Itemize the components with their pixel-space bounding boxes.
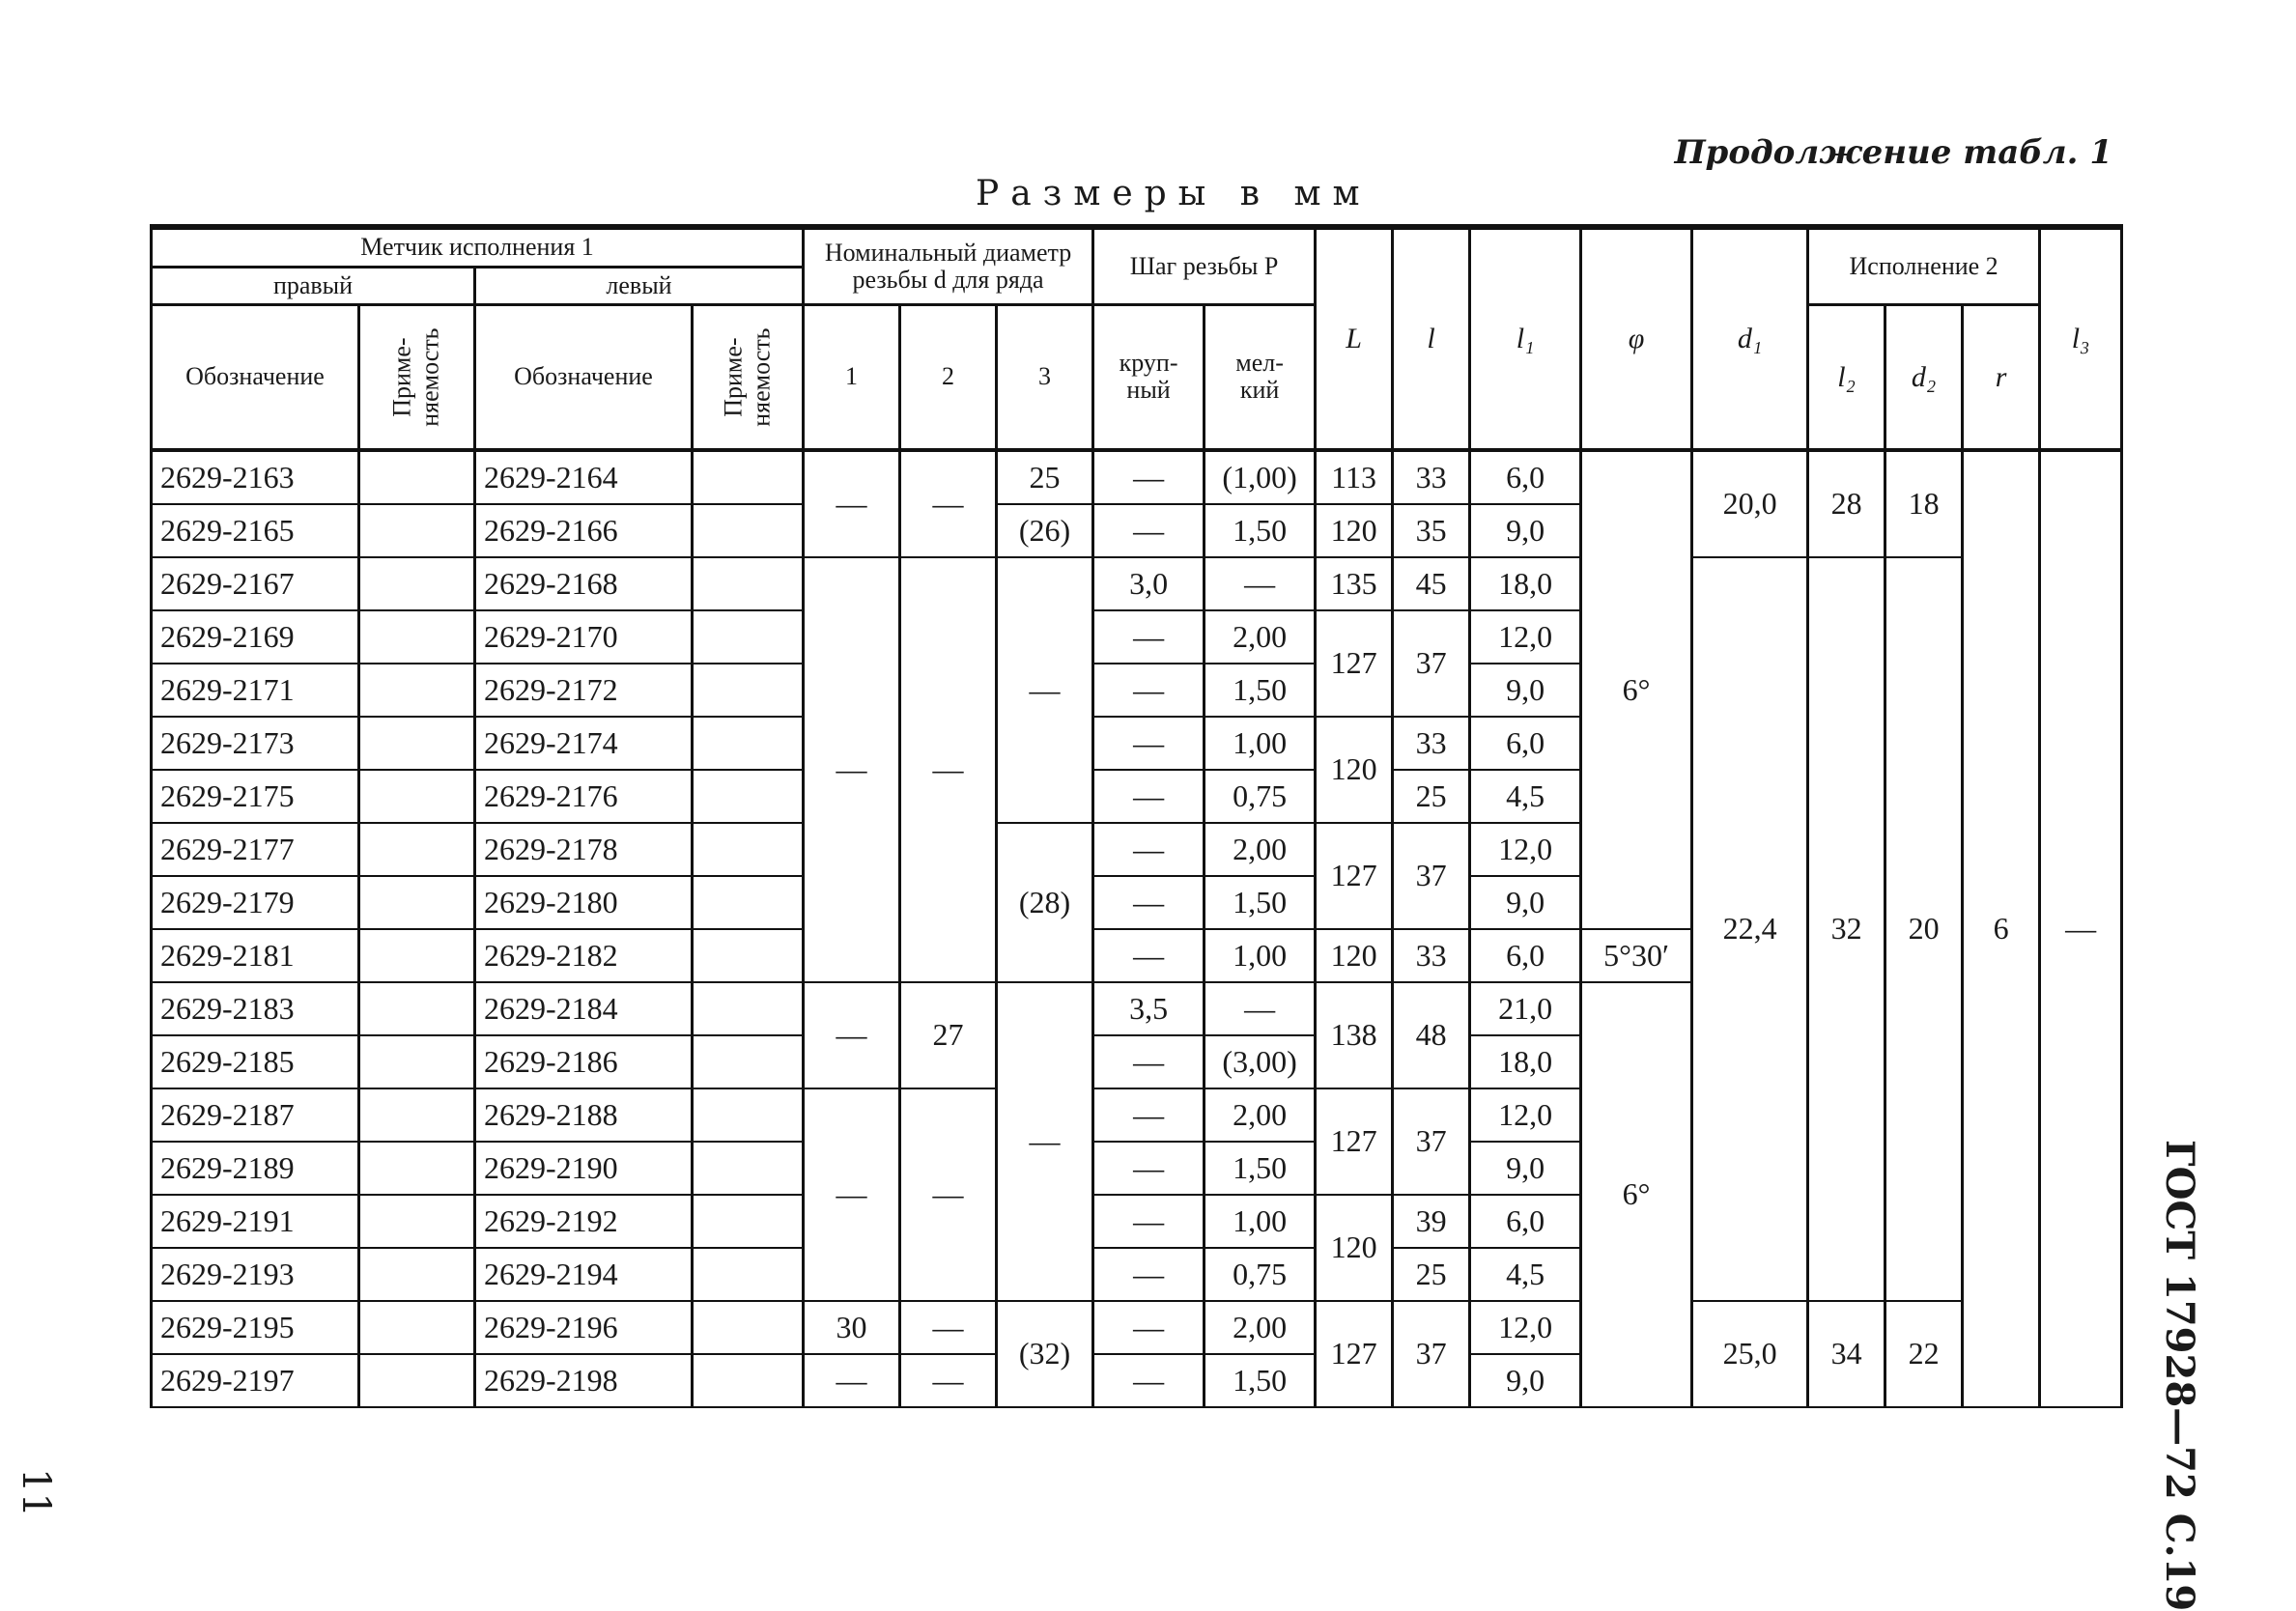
header-row-3: 3 xyxy=(997,305,1093,450)
designation-right: 2629-2171 xyxy=(152,664,359,717)
header-thread-pitch: Шаг резьбы P xyxy=(1093,227,1316,305)
cell-L: 127 xyxy=(1316,1301,1393,1407)
applicability-left xyxy=(693,450,804,504)
cell-l: 48 xyxy=(1393,982,1470,1088)
table-body xyxy=(152,450,2122,1407)
header-nominal-diameter: Номинальный диаметр резьбы d для ряда xyxy=(804,227,1093,305)
l1-value: 6,0 xyxy=(1470,1195,1581,1248)
header-designation-right: Обозначение xyxy=(152,305,359,450)
cell-r2: 27 xyxy=(900,982,997,1088)
cell-L: 120 xyxy=(1316,929,1393,982)
applicability-left xyxy=(693,929,804,982)
header-d2: d₂ xyxy=(1885,305,1963,450)
header-l: l xyxy=(1393,227,1470,450)
designation-left: 2629-2178 xyxy=(475,823,693,876)
applicability-right xyxy=(359,504,475,557)
pitch-fine: 1,00 xyxy=(1205,1195,1316,1248)
pitch-coarse: — xyxy=(1093,610,1205,664)
l1-value: 12,0 xyxy=(1470,1301,1581,1354)
table-row xyxy=(152,1301,2122,1354)
cell-l: 37 xyxy=(1393,610,1470,717)
cell-l: 39 xyxy=(1393,1195,1470,1248)
l1-value: 6,0 xyxy=(1470,929,1581,982)
applicability-left xyxy=(693,1195,804,1248)
pitch-coarse: — xyxy=(1093,1088,1205,1142)
header-phi: φ xyxy=(1581,227,1692,450)
header-tap-version-1: Метчик исполнения 1 xyxy=(152,227,804,267)
l1-value: 9,0 xyxy=(1470,504,1581,557)
units-title: Размеры в мм xyxy=(976,174,1372,213)
applicability-left xyxy=(693,610,804,664)
l1-value: 12,0 xyxy=(1470,610,1581,664)
designation-right: 2629-2181 xyxy=(152,929,359,982)
cell-d1: 20,0 xyxy=(1692,450,1808,557)
designation-left: 2629-2164 xyxy=(475,450,693,504)
designation-right: 2629-2185 xyxy=(152,1035,359,1088)
cell-L: 127 xyxy=(1316,1088,1393,1195)
header-right-hand: правый xyxy=(152,267,475,305)
designation-left: 2629-2192 xyxy=(475,1195,693,1248)
designation-left: 2629-2186 xyxy=(475,1035,693,1088)
designation-left: 2629-2176 xyxy=(475,770,693,823)
pitch-fine: 2,00 xyxy=(1205,610,1316,664)
header-applicability-left-text: Приме- няемость xyxy=(719,327,776,427)
cell-L: 135 xyxy=(1316,557,1393,610)
cell-d1: 25,0 xyxy=(1692,1301,1808,1407)
designation-right: 2629-2197 xyxy=(152,1354,359,1407)
pitch-fine: 1,00 xyxy=(1205,717,1316,770)
cell-l2: 34 xyxy=(1808,1301,1885,1407)
cell-r1: — xyxy=(804,450,900,557)
pitch-fine: 1,50 xyxy=(1205,1142,1316,1195)
designation-right: 2629-2167 xyxy=(152,557,359,610)
designation-left: 2629-2190 xyxy=(475,1142,693,1195)
cell-l: 37 xyxy=(1393,1301,1470,1407)
cell-l: 33 xyxy=(1393,929,1470,982)
cell-phi: 6° xyxy=(1581,982,1692,1407)
pitch-coarse: — xyxy=(1093,1035,1205,1088)
l1-value: 18,0 xyxy=(1470,557,1581,610)
pitch-coarse: — xyxy=(1093,717,1205,770)
l1-value: 9,0 xyxy=(1470,664,1581,717)
pitch-fine: (3,00) xyxy=(1205,1035,1316,1088)
page-number: 11 xyxy=(14,1468,58,1517)
l1-value: 18,0 xyxy=(1470,1035,1581,1088)
applicability-left xyxy=(693,1088,804,1142)
applicability-right xyxy=(359,664,475,717)
cell-l: 45 xyxy=(1393,557,1470,610)
applicability-left xyxy=(693,770,804,823)
header-fine: мел- кий xyxy=(1205,305,1316,450)
header-d1: d₁ xyxy=(1692,227,1808,450)
applicability-left xyxy=(693,557,804,610)
pitch-coarse: — xyxy=(1093,770,1205,823)
applicability-left xyxy=(693,717,804,770)
header-r: r xyxy=(1963,305,2040,450)
applicability-right xyxy=(359,557,475,610)
dimensions-table-wrap xyxy=(150,224,2120,1408)
cell-d2: 22 xyxy=(1885,1301,1963,1407)
applicability-right xyxy=(359,717,475,770)
pitch-coarse: — xyxy=(1093,1195,1205,1248)
header-version-2: Исполнение 2 xyxy=(1808,227,2040,305)
applicability-right xyxy=(359,610,475,664)
applicability-right xyxy=(359,929,475,982)
cell-l: 33 xyxy=(1393,717,1470,770)
cell-L: 120 xyxy=(1316,1195,1393,1301)
applicability-left xyxy=(693,823,804,876)
applicability-right xyxy=(359,1142,475,1195)
cell-l3: — xyxy=(2040,450,2122,1407)
l1-value: 21,0 xyxy=(1470,982,1581,1035)
cell-d2: 18 xyxy=(1885,450,1963,557)
cell-r1: — xyxy=(804,982,900,1088)
pitch-coarse: — xyxy=(1093,929,1205,982)
cell-r2: — xyxy=(900,1354,997,1407)
header-coarse: круп- ный xyxy=(1093,305,1205,450)
designation-right: 2629-2193 xyxy=(152,1248,359,1301)
cell-r2: — xyxy=(900,450,997,557)
designation-left: 2629-2180 xyxy=(475,876,693,929)
designation-right: 2629-2195 xyxy=(152,1301,359,1354)
designation-left: 2629-2198 xyxy=(475,1354,693,1407)
designation-right: 2629-2173 xyxy=(152,717,359,770)
cell-phi: 6° xyxy=(1581,450,1692,929)
cell-L: 127 xyxy=(1316,610,1393,717)
l1-value: 12,0 xyxy=(1470,1088,1581,1142)
cell-L: 138 xyxy=(1316,982,1393,1088)
cell-l: 33 xyxy=(1393,450,1470,504)
cell-l: 37 xyxy=(1393,1088,1470,1195)
cell-l: 35 xyxy=(1393,504,1470,557)
applicability-left xyxy=(693,504,804,557)
cell-l: 25 xyxy=(1393,770,1470,823)
dimensions-table xyxy=(150,224,2123,1408)
applicability-left xyxy=(693,1248,804,1301)
pitch-coarse: — xyxy=(1093,823,1205,876)
applicability-left xyxy=(693,982,804,1035)
applicability-right xyxy=(359,1354,475,1407)
cell-r3: — xyxy=(997,557,1093,823)
cell-r2: — xyxy=(900,1301,997,1354)
designation-left: 2629-2184 xyxy=(475,982,693,1035)
cell-L: 120 xyxy=(1316,504,1393,557)
cell-r2: — xyxy=(900,557,997,982)
header-l1: l₁ xyxy=(1470,227,1581,450)
designation-right: 2629-2187 xyxy=(152,1088,359,1142)
pitch-fine: 0,75 xyxy=(1205,770,1316,823)
cell-r3: (28) xyxy=(997,823,1093,982)
cell-r2: — xyxy=(900,1088,997,1301)
cell-l2: 28 xyxy=(1808,450,1885,557)
pitch-fine: — xyxy=(1205,557,1316,610)
designation-left: 2629-2196 xyxy=(475,1301,693,1354)
pitch-coarse: — xyxy=(1093,1354,1205,1407)
designation-right: 2629-2165 xyxy=(152,504,359,557)
designation-left: 2629-2166 xyxy=(475,504,693,557)
pitch-coarse: — xyxy=(1093,450,1205,504)
applicability-right xyxy=(359,1301,475,1354)
cell-r1: 30 xyxy=(804,1301,900,1354)
designation-left: 2629-2170 xyxy=(475,610,693,664)
header-row-1: 1 xyxy=(804,305,900,450)
designation-right: 2629-2163 xyxy=(152,450,359,504)
pitch-fine: 2,00 xyxy=(1205,823,1316,876)
designation-left: 2629-2172 xyxy=(475,664,693,717)
applicability-right xyxy=(359,770,475,823)
pitch-coarse: — xyxy=(1093,504,1205,557)
pitch-coarse: — xyxy=(1093,1142,1205,1195)
applicability-left xyxy=(693,876,804,929)
pitch-fine: (1,00) xyxy=(1205,450,1316,504)
cell-L: 113 xyxy=(1316,450,1393,504)
pitch-fine: — xyxy=(1205,982,1316,1035)
l1-value: 4,5 xyxy=(1470,770,1581,823)
pitch-fine: 2,00 xyxy=(1205,1088,1316,1142)
header-applicability-right xyxy=(359,305,475,450)
l1-value: 6,0 xyxy=(1470,717,1581,770)
cell-l2: 32 xyxy=(1808,557,1885,1301)
applicability-right xyxy=(359,823,475,876)
pitch-fine: 0,75 xyxy=(1205,1248,1316,1301)
applicability-right xyxy=(359,1248,475,1301)
designation-right: 2629-2191 xyxy=(152,1195,359,1248)
pitch-fine: 2,00 xyxy=(1205,1301,1316,1354)
designation-right: 2629-2177 xyxy=(152,823,359,876)
applicability-left xyxy=(693,1142,804,1195)
gost-label: ГОСТ 17928—72 С.19 xyxy=(2157,1140,2202,1611)
header-applicability-right-text: Приме- няемость xyxy=(387,327,444,427)
designation-left: 2629-2188 xyxy=(475,1088,693,1142)
cell-r3: — xyxy=(997,982,1093,1301)
applicability-right xyxy=(359,1195,475,1248)
l1-value: 9,0 xyxy=(1470,876,1581,929)
applicability-left xyxy=(693,664,804,717)
cell-r1: — xyxy=(804,557,900,982)
designation-left: 2629-2194 xyxy=(475,1248,693,1301)
header-designation-left: Обозначение xyxy=(475,305,693,450)
applicability-right xyxy=(359,876,475,929)
applicability-left xyxy=(693,1301,804,1354)
pitch-coarse: 3,0 xyxy=(1093,557,1205,610)
pitch-fine: 1,50 xyxy=(1205,1354,1316,1407)
cell-r3: (32) xyxy=(997,1301,1093,1407)
l1-value: 4,5 xyxy=(1470,1248,1581,1301)
header-L: L xyxy=(1316,227,1393,450)
pitch-coarse: — xyxy=(1093,1248,1205,1301)
header-l3: l₃ xyxy=(2040,227,2122,450)
table-row xyxy=(152,557,2122,610)
applicability-right xyxy=(359,450,475,504)
cell-r3: (26) xyxy=(997,504,1093,557)
cell-phi: 5°30′ xyxy=(1581,929,1692,982)
cell-r1: — xyxy=(804,1088,900,1301)
continuation-title: Продолжение табл. 1 xyxy=(1674,133,2112,172)
applicability-left xyxy=(693,1035,804,1088)
designation-left: 2629-2174 xyxy=(475,717,693,770)
cell-l: 25 xyxy=(1393,1248,1470,1301)
pitch-fine: 1,50 xyxy=(1205,876,1316,929)
pitch-fine: 1,50 xyxy=(1205,664,1316,717)
pitch-coarse: 3,5 xyxy=(1093,982,1205,1035)
l1-value: 12,0 xyxy=(1470,823,1581,876)
pitch-coarse: — xyxy=(1093,876,1205,929)
applicability-left xyxy=(693,1354,804,1407)
cell-d1: 22,4 xyxy=(1692,557,1808,1301)
designation-right: 2629-2179 xyxy=(152,876,359,929)
cell-L: 120 xyxy=(1316,717,1393,823)
pitch-fine: 1,00 xyxy=(1205,929,1316,982)
header-left-hand: левый xyxy=(475,267,804,305)
header-row-2: 2 xyxy=(900,305,997,450)
designation-left: 2629-2182 xyxy=(475,929,693,982)
designation-right: 2629-2189 xyxy=(152,1142,359,1195)
header-l2: l₂ xyxy=(1808,305,1885,450)
applicability-right xyxy=(359,982,475,1035)
l1-value: 6,0 xyxy=(1470,450,1581,504)
pitch-coarse: — xyxy=(1093,1301,1205,1354)
pitch-coarse: — xyxy=(1093,664,1205,717)
cell-l: 37 xyxy=(1393,823,1470,929)
cell-r: 6 xyxy=(1963,450,2040,1407)
applicability-right xyxy=(359,1088,475,1142)
designation-right: 2629-2169 xyxy=(152,610,359,664)
cell-r1: — xyxy=(804,1354,900,1407)
l1-value: 9,0 xyxy=(1470,1142,1581,1195)
table-row xyxy=(152,450,2122,504)
cell-r3: 25 xyxy=(997,450,1093,504)
designation-left: 2629-2168 xyxy=(475,557,693,610)
designation-right: 2629-2175 xyxy=(152,770,359,823)
pitch-fine: 1,50 xyxy=(1205,504,1316,557)
header-applicability-left xyxy=(693,305,804,450)
cell-L: 127 xyxy=(1316,823,1393,929)
applicability-right xyxy=(359,1035,475,1088)
designation-right: 2629-2183 xyxy=(152,982,359,1035)
cell-d2: 20 xyxy=(1885,557,1963,1301)
l1-value: 9,0 xyxy=(1470,1354,1581,1407)
